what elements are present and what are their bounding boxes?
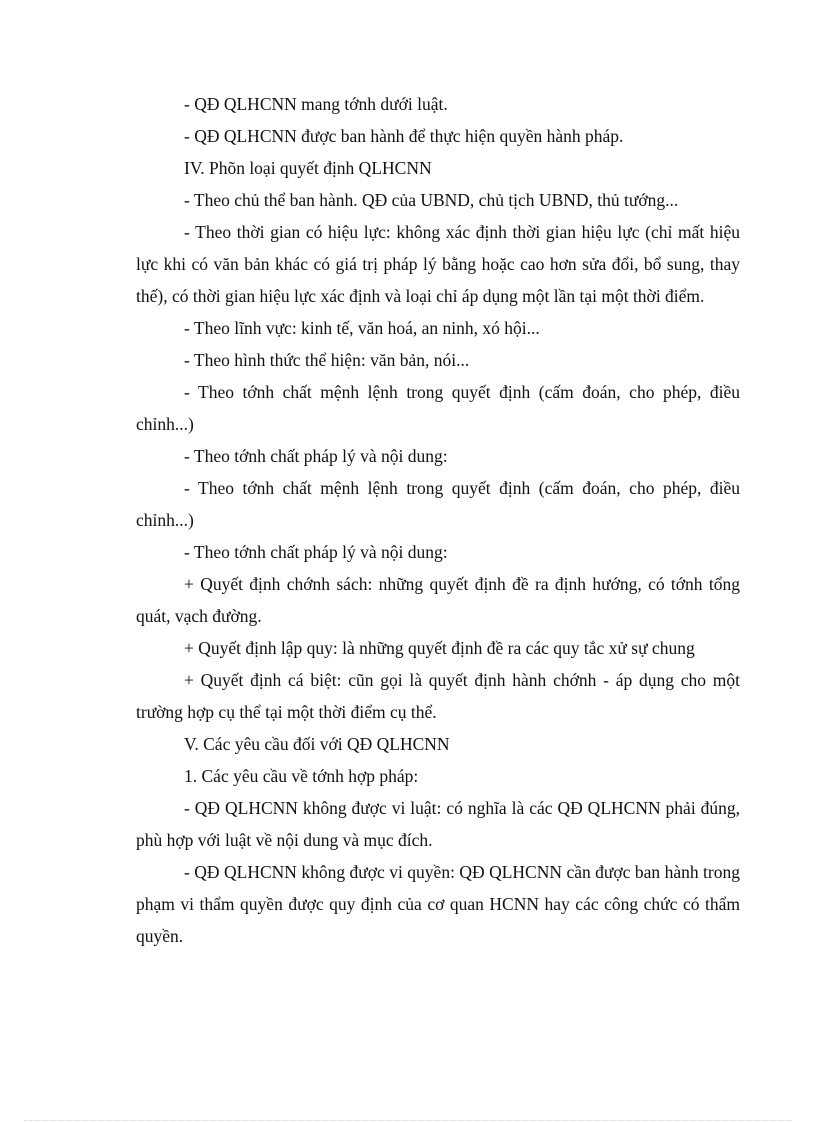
paragraph: - QĐ QLHCNN mang tớnh dưới luật. — [184, 94, 448, 114]
paragraph: - QĐ QLHCNN không được vi luật: có nghĩa là các QĐ QLHCNN phải đúng, phù hợp với luật về nội dung và mục đích. — [136, 798, 740, 850]
paragraph: - Theo hình thức thể hiện: văn bản, nói... — [184, 350, 470, 370]
paragraph: - Theo tớnh chất mệnh lệnh trong quyết định (cấm đoán, cho phép, điều chỉnh...) — [136, 478, 740, 530]
section-heading: V. Các yêu cầu đối với QĐ QLHCNN — [184, 734, 450, 754]
paragraph: + Quyết định cá biệt: cũn gọi là quyết định hành chớnh - áp dụng cho một trường hợp cụ thể tại một thời điểm cụ thể. — [136, 670, 740, 722]
paragraph: - QĐ QLHCNN không được vi quyền: QĐ QLHCNN cần được ban hành trong phạm vi thẩm quyền được quy định của cơ quan HCNN hay các công chức có thẩm quyền. — [136, 862, 740, 946]
paragraph: - Theo tớnh chất pháp lý và nội dung: — [184, 446, 448, 466]
paragraph: - Theo thời gian có hiệu lực: không xác định thời gian hiệu lực (chỉ mất hiệu lực khi có văn bản khác có giá trị pháp lý bằng hoặc cao hơn sửa đổi, bổ sung, thay thế), có thời gian hiệu lực xác định và loại chỉ áp dụng một lần tại một thời điểm. — [136, 222, 740, 306]
subsection-heading: 1. Các yêu cầu về tớnh hợp pháp: — [184, 766, 419, 786]
section-heading: IV. Phõn loại quyết định QLHCNN — [184, 158, 432, 178]
paragraph: - Theo tớnh chất pháp lý và nội dung: — [184, 542, 448, 562]
document-page — [136, 88, 740, 952]
paragraph: - QĐ QLHCNN được ban hành để thực hiện quyền hành pháp. — [184, 126, 624, 146]
footer-divider — [24, 1120, 792, 1121]
paragraph: + Quyết định lập quy: là những quyết định đề ra các quy tắc xử sự chung — [184, 638, 695, 658]
paragraph: + Quyết định chớnh sách: những quyết định đề ra định hướng, có tớnh tổng quát, vạch đường. — [136, 574, 740, 626]
paragraph: - Theo tớnh chất mệnh lệnh trong quyết định (cấm đoán, cho phép, điều chỉnh...) — [136, 382, 740, 434]
paragraph: - Theo chủ thể ban hành. QĐ của UBND, chủ tịch UBND, thủ tướng... — [184, 190, 679, 210]
paragraph: - Theo lĩnh vực: kinh tế, văn hoá, an ninh, xó hội... — [184, 318, 540, 338]
